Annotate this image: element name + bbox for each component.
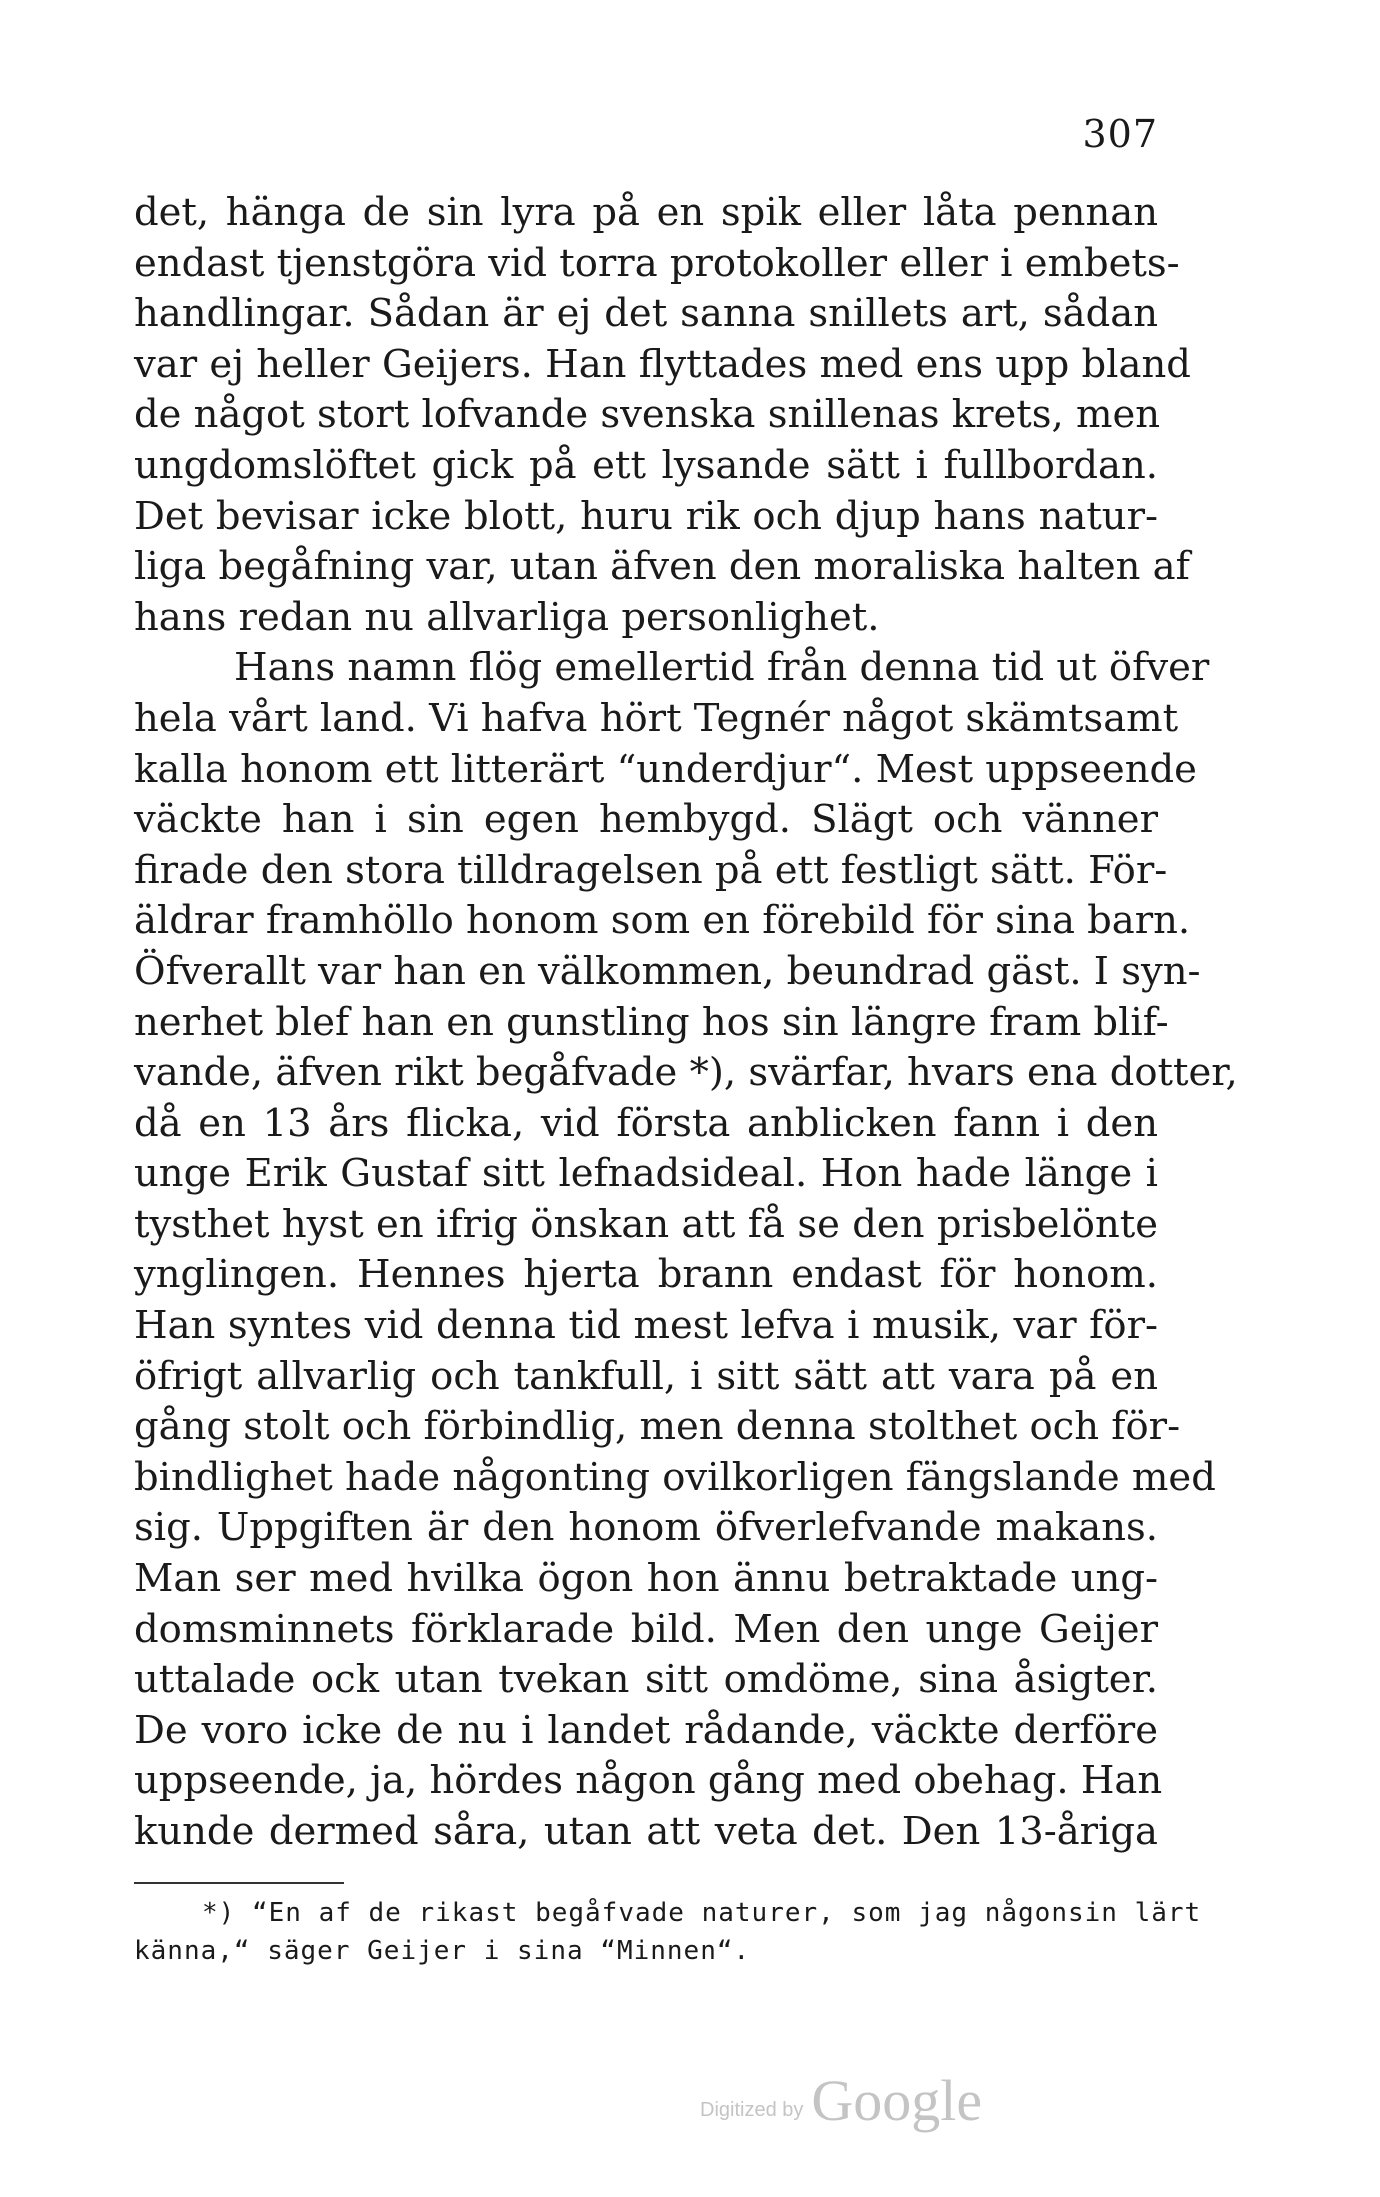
text-line: det, hänga de sin lyra på en spik eller låta pennan (134, 190, 1158, 235)
text-line: gång stolt och förbindlig, men denna stolthet och för- (134, 1404, 1181, 1450)
text-line: då en 13 års flicka, vid första anblicken fann i den (134, 1100, 1158, 1146)
text-line: Han syntes vid denna tid mest lefva i musik, var för- (134, 1303, 1158, 1349)
text-line: Hans namn flög emellertid från denna tid ut öfver (234, 645, 1210, 691)
text-line: äldrar framhöllo honom som en förebild för sina barn. (134, 898, 1191, 944)
text-line: Öfverallt var han en välkommen, beundrad gäst. I syn- (134, 948, 1201, 994)
text-line: Man ser med hvilka ögon hon ännu betraktade ung- (134, 1556, 1158, 1602)
footnote-divider (134, 1882, 344, 1884)
text-line: uttalade ock utan tvekan sitt omdöme, sina åsigter. (134, 1657, 1158, 1703)
footnote (134, 1894, 1202, 1970)
text-line: unge Erik Gustaf sitt lefnadsideal. Hon hade länge i (134, 1151, 1158, 1197)
text-line: domsminnets förklarade bild. Men den unge Geijer (134, 1606, 1158, 1652)
text-line: De voro icke de nu i landet rådande, väckte derföre (134, 1707, 1158, 1753)
text-line: Det bevisar icke blott, huru rik och djup hans natur- (134, 493, 1158, 539)
text-line: endast tjenstgöra vid torra protokoller eller i embets- (134, 240, 1180, 286)
text-line: var ej heller Geijers. Han flyttades med ens upp bland (134, 341, 1191, 387)
text-line: hans redan nu allvarliga personlighet. (134, 594, 880, 640)
text-line: kunde dermed såra, utan att veta det. Den 13-åriga (134, 1809, 1158, 1854)
digitized-by-google-watermark (700, 2060, 1000, 2133)
text-line: ynglingen. Hennes hjerta brann endast för honom. (134, 1252, 1158, 1298)
footnote-line: känna,“ säger Geijer i sina “Minnen“. (134, 1936, 751, 1966)
body-text (134, 188, 1238, 1858)
watermark-prefix: Digitized by (700, 2099, 804, 2121)
text-line: bindlighet hade någonting ovilkorligen fängslande med (134, 1454, 1216, 1500)
text-line: uppseende, ja, hördes någon gång med obehag. Han (134, 1758, 1163, 1804)
text-line: öfrigt allvarlig och tankfull, i sitt sätt att vara på en (134, 1353, 1158, 1399)
text-line: tysthet hyst en ifrig önskan att få se den prisbelönte (134, 1201, 1158, 1247)
text-line: sig. Uppgiften är den honom öfverlefvande makans. (134, 1505, 1158, 1551)
footnote-line: *) “En af de rikast begåfvade naturer, som jag någonsin lärt (202, 1898, 1202, 1928)
page-number: 307 (1082, 112, 1158, 156)
text-line: liga begåfning var, utan äfven den moraliska halten af (134, 544, 1190, 590)
text-line: firade den stora tilldragelsen på ett festligt sätt. För- (134, 847, 1168, 893)
google-logo: Google (811, 2068, 983, 2133)
text-line: de något stort lofvande svenska snillenas krets, men (134, 392, 1161, 438)
text-line: ungdomslöftet gick på ett lysande sätt i fullbordan. (134, 442, 1158, 488)
text-line: handlingar. Sådan är ej det sanna snillets art, sådan (134, 291, 1158, 337)
text-line: vande, äfven rikt begåfvade *), svärfar, hvars ena dotter, (134, 1050, 1238, 1096)
text-line: kalla honom ett litterärt “underdjur“. Mest uppseende (134, 746, 1197, 792)
text-line: väckte han i sin egen hembygd. Slägt och vänner (134, 797, 1158, 843)
text-line: nerhet blef han en gunstling hos sin längre fram blif- (134, 999, 1169, 1045)
text-line: hela vårt land. Vi hafva hört Tegnér något skämtsamt (134, 695, 1179, 741)
